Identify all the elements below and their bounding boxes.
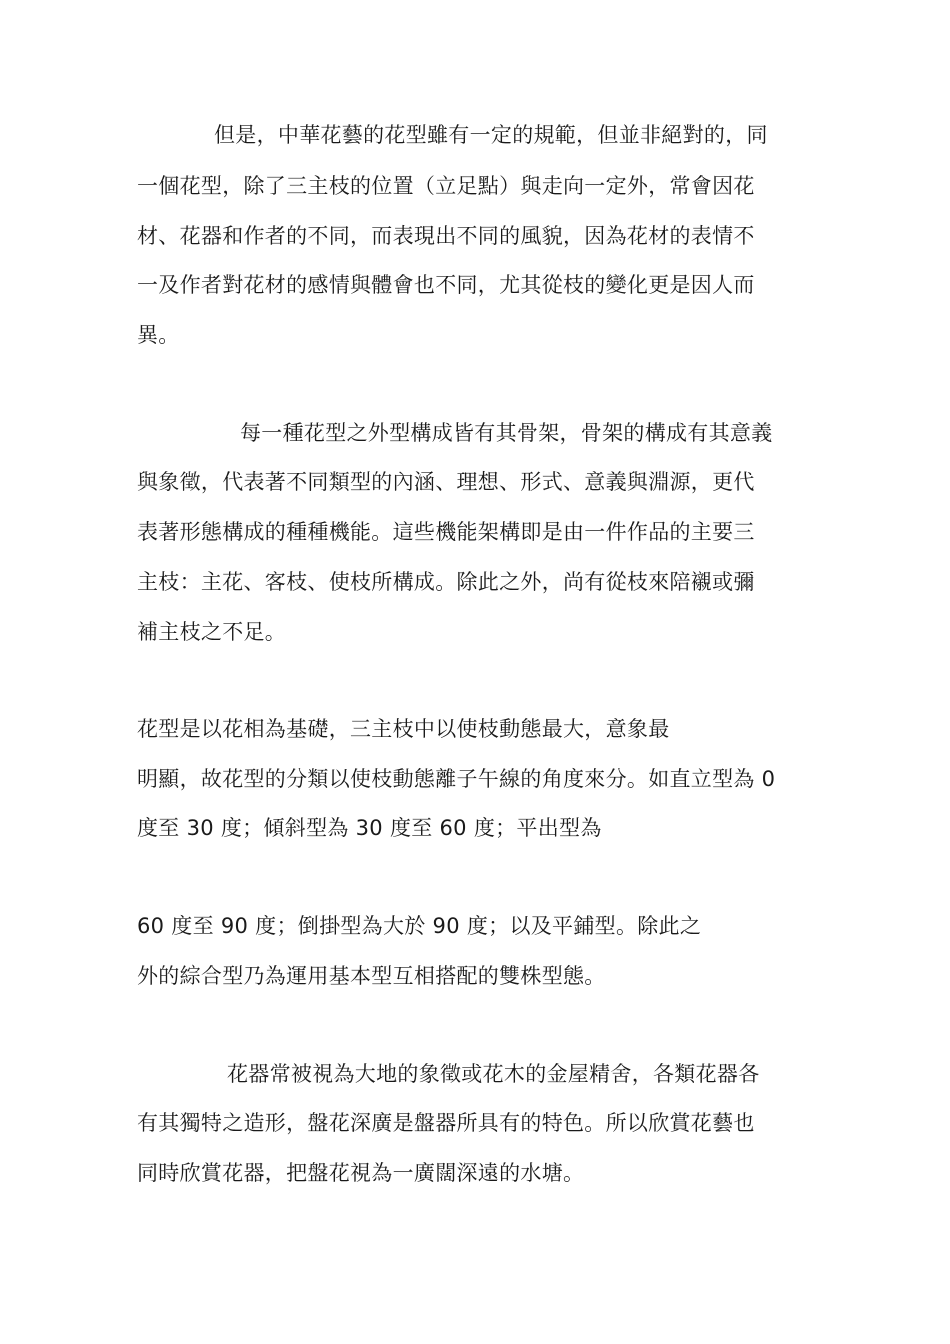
paragraph-2-line-2: 與象徵，代表著不同類型的內涵、理想、形式、意義與淵源，更代 [137, 470, 755, 494]
paragraph-4-line-2: 外的綜合型乃為運用基本型互相搭配的雙株型態。 [137, 964, 606, 988]
paragraph-1-line-1: 但是，中華花藝的花型雖有一定的規範，但並非絕對的，同 [214, 123, 768, 147]
paragraph-3-line-2: 明顯，故花型的分類以使枝動態離子午線的角度來分。如直立型為 0 [137, 767, 776, 791]
paragraph-5-line-2: 有其獨特之造形，盤花深廣是盤器所具有的特色。所以欣賞花藝也 [137, 1111, 755, 1135]
paragraph-2-line-3: 表著形態構成的種種機能。這些機能架構即是由一件作品的主要三 [137, 520, 755, 544]
paragraph-1-line-3: 材、花器和作者的不同，而表現出不同的風貌，因為花材的表情不 [137, 224, 755, 248]
paragraph-4-line-1: 60 度至 90 度；倒掛型為大於 90 度；以及平鋪型。除此之 [137, 914, 702, 938]
paragraph-2-line-1: 每一種花型之外型構成皆有其骨架，骨架的構成有其意義 [240, 421, 773, 445]
paragraph-2-line-5: 補主枝之不足。 [137, 620, 287, 644]
paragraph-5-line-1: 花器常被視為大地的象徵或花木的金屋精舍，各類花器各 [227, 1062, 760, 1086]
paragraph-3-line-1: 花型是以花相為基礎，三主枝中以使枝動態最大，意象最 [137, 717, 670, 741]
paragraph-1-line-4: 一及作者對花材的感情與體會也不同，尤其從枝的變化更是因人而 [137, 273, 755, 297]
paragraph-1-line-2: 一個花型，除了三主枝的位置（立足點）與走向一定外，常會因花 [137, 174, 755, 198]
paragraph-2-line-4: 主枝：主花、客枝、使枝所構成。除此之外，尚有從枝來陪襯或彌 [137, 570, 755, 594]
paragraph-3-line-3: 度至 30 度；傾斜型為 30 度至 60 度；平出型為 [137, 816, 602, 840]
paragraph-5-line-3: 同時欣賞花器，把盤花視為一廣闊深遠的水塘。 [137, 1161, 585, 1185]
paragraph-1-line-5: 異。 [137, 323, 180, 347]
